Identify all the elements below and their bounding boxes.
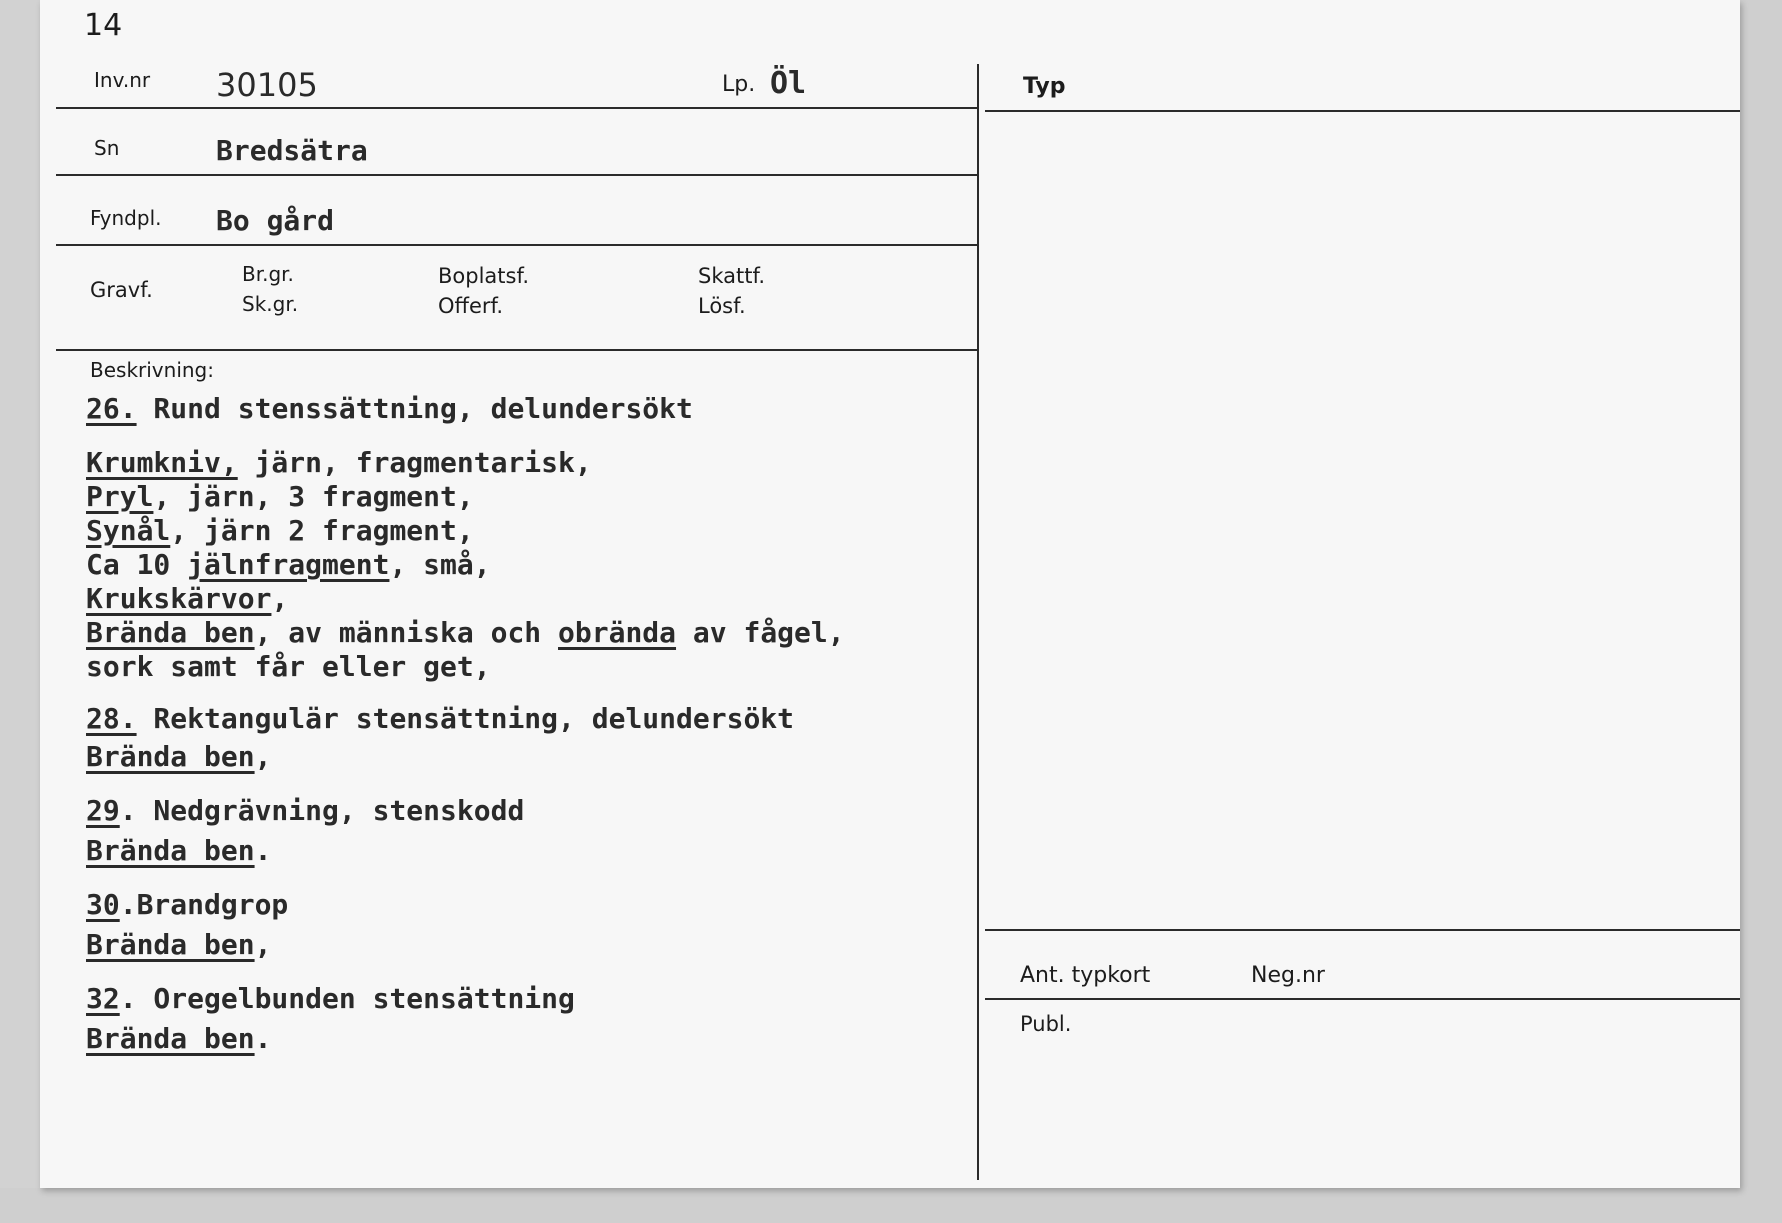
description-line — [86, 982, 575, 1015]
description-text-segment: , — [271, 582, 289, 615]
description-text-segment: . Nedgrävning, stenskodd — [119, 794, 525, 827]
underlined-term: 32 — [86, 982, 120, 1015]
description-line — [86, 446, 592, 479]
description-text-segment: . Oregelbunden stensättning — [119, 982, 575, 1015]
description-text-segment: , järn 2 fragment, — [170, 514, 474, 547]
sn-value: Bredsätra — [216, 134, 368, 167]
description-line — [86, 548, 491, 581]
offerf-label: Offerf. — [438, 294, 504, 318]
fyndpl-value: Bo gård — [216, 204, 335, 237]
skgr-label: Sk.gr. — [242, 292, 299, 316]
ant-typkort-label: Ant. typkort — [1020, 963, 1151, 988]
lp-value: Öl — [770, 66, 807, 101]
description-text-segment: , — [254, 740, 272, 773]
divider-publ — [985, 998, 1740, 1000]
underlined-term: 28. — [86, 702, 137, 735]
description-text-segment: . — [254, 834, 272, 867]
description-line — [86, 650, 491, 683]
underlined-term: Brända ben — [86, 928, 255, 961]
description-line — [86, 740, 271, 773]
neg-nr-label: Neg.nr — [1251, 963, 1325, 988]
divider-ant — [985, 929, 1740, 931]
description-text-segment: av fågel, — [676, 616, 845, 649]
gravf-label: Gravf. — [90, 278, 153, 302]
underlined-term: Synål — [86, 514, 171, 547]
corner-number: 14 — [84, 8, 123, 43]
description-line — [86, 794, 524, 827]
underlined-term: 26. — [86, 392, 137, 425]
underlined-term: obrända — [558, 616, 677, 649]
description-line — [86, 514, 474, 547]
underlined-term: Pryl — [86, 480, 154, 513]
description-line — [86, 834, 271, 867]
sn-label: Sn — [94, 136, 120, 160]
underlined-term: jälnfragment — [187, 548, 390, 581]
skattf-label: Skattf. — [698, 264, 765, 288]
divider-vertical — [977, 64, 979, 1180]
description-text-segment: Rektangulär stensättning, delundersökt — [136, 702, 795, 735]
divider-typ — [985, 110, 1740, 112]
underlined-term: Krumkniv, — [86, 446, 238, 479]
publ-label: Publ. — [1020, 1012, 1072, 1036]
description-line — [86, 928, 271, 961]
underlined-term: 29 — [86, 794, 120, 827]
lp-label: Lp. — [722, 72, 756, 97]
losf-label: Lösf. — [698, 294, 746, 318]
description-text-segment: järn, fragmentarisk, — [237, 446, 592, 479]
description-text-segment: . — [254, 1022, 272, 1055]
description-text-segment: .Brandgrop — [119, 888, 289, 921]
underlined-term: Krukskärvor — [86, 582, 272, 615]
description-line — [86, 702, 794, 735]
description-line — [86, 582, 288, 615]
background-edge-right — [1740, 0, 1782, 1223]
description-line — [86, 480, 474, 513]
underlined-term: Brända ben — [86, 740, 255, 773]
divider-gravf — [56, 349, 978, 351]
description-line — [86, 392, 693, 425]
inv-value: 30105 — [216, 66, 318, 104]
description-line — [86, 1022, 271, 1055]
inv-label: Inv.nr — [94, 68, 151, 92]
description-text-segment: , av människa och — [254, 616, 559, 649]
typ-label: Typ — [1023, 74, 1066, 99]
background-edge-bottom — [0, 1188, 1782, 1223]
underlined-term: Brända ben — [86, 1022, 255, 1055]
divider-sn — [56, 174, 978, 176]
description-line — [86, 888, 288, 921]
underlined-term: Brända ben — [86, 616, 255, 649]
underlined-term: 30 — [86, 888, 120, 921]
boplatsf-label: Boplatsf. — [438, 264, 530, 288]
description-text-segment: , — [254, 928, 272, 961]
description-text-segment: Ca 10 — [86, 548, 188, 581]
beskrivning-label: Beskrivning: — [90, 358, 214, 382]
description-text-segment: , järn, 3 fragment, — [153, 480, 474, 513]
description-text-segment: , små, — [389, 548, 491, 581]
underlined-term: Brända ben — [86, 834, 255, 867]
description-text-segment: Rund stenssättning, delundersökt — [136, 392, 693, 425]
fyndpl-label: Fyndpl. — [90, 206, 162, 230]
divider-inv — [56, 107, 978, 109]
divider-fyndpl — [56, 244, 978, 246]
description-text-segment: sork samt får eller get, — [86, 650, 491, 683]
description-line — [86, 616, 845, 649]
brgr-label: Br.gr. — [242, 262, 294, 286]
catalog-card — [40, 0, 1740, 1188]
